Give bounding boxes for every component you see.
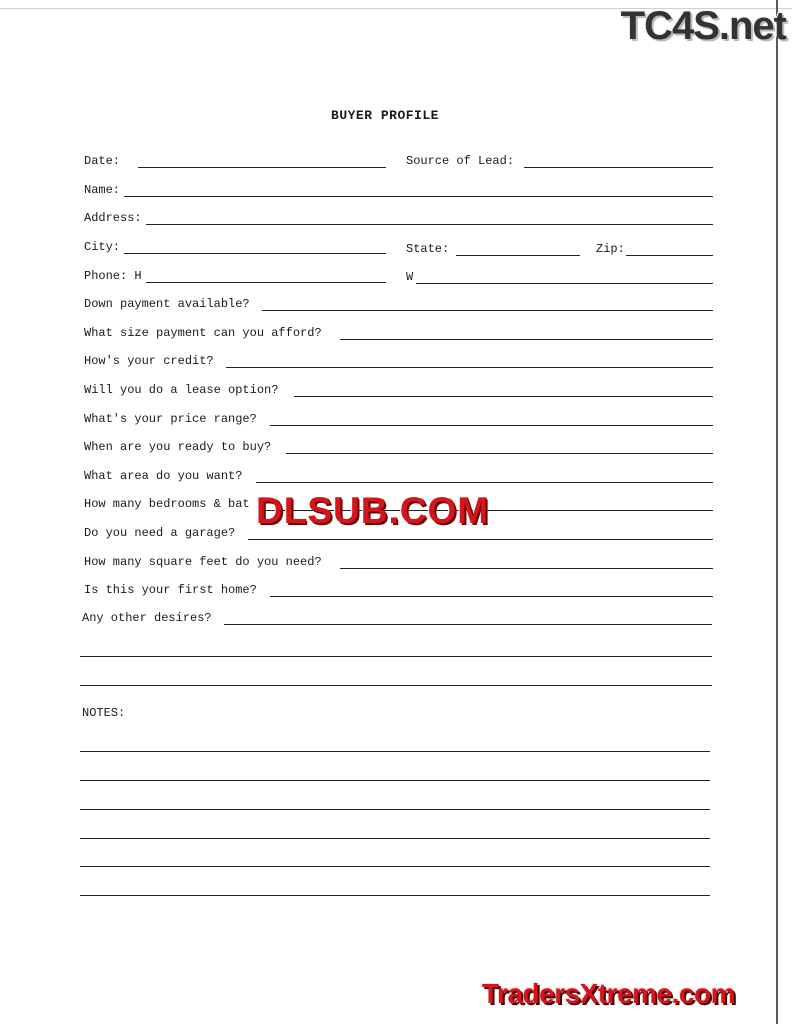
phone-home-field[interactable]: [146, 282, 386, 283]
question-label: How many bedrooms & bat: [84, 497, 250, 511]
name-field[interactable]: [124, 196, 713, 197]
address-row: [0, 211, 792, 229]
question-row: [0, 326, 792, 344]
city-label: City:: [84, 240, 121, 254]
desires-blank-line[interactable]: [80, 685, 712, 686]
question-label: Down payment available?: [84, 297, 250, 311]
question-row: [0, 354, 792, 372]
question-label: When are you ready to buy?: [84, 440, 272, 454]
notes-line[interactable]: [80, 895, 710, 896]
tc4s-watermark: TC4S.net: [620, 4, 786, 48]
desires-blank-line[interactable]: [80, 656, 712, 657]
zip-label: Zip:: [596, 242, 625, 256]
notes-line[interactable]: [80, 751, 710, 752]
answer-field[interactable]: [226, 367, 713, 368]
zip-field[interactable]: [626, 255, 713, 256]
question-row: [0, 611, 792, 629]
address-label: Address:: [84, 211, 142, 225]
source-of-lead-field[interactable]: [524, 167, 713, 168]
answer-field[interactable]: [340, 339, 713, 340]
answer-field[interactable]: [256, 482, 713, 483]
question-label: What size payment can you afford?: [84, 326, 322, 340]
source-of-lead-label: Source of Lead:: [406, 154, 515, 168]
answer-field[interactable]: [340, 568, 713, 569]
question-row: [0, 383, 792, 401]
question-row: [0, 469, 792, 487]
state-label: State:: [406, 242, 450, 256]
dlsub-watermark: DLSUB.COM: [256, 490, 490, 531]
state-field[interactable]: [456, 255, 580, 256]
date-field[interactable]: [138, 167, 386, 168]
tradersxtreme-watermark: TradersXtreme.com: [482, 978, 735, 1009]
question-label: Is this your first home?: [84, 583, 257, 597]
question-label: What area do you want?: [84, 469, 243, 483]
notes-line[interactable]: [80, 866, 710, 867]
answer-field[interactable]: [286, 453, 713, 454]
question-row: [0, 583, 792, 601]
form-title: BUYER PROFILE: [331, 108, 439, 123]
question-row: [0, 555, 792, 573]
answer-field[interactable]: [262, 310, 713, 311]
city-row: [0, 240, 792, 258]
date-label: Date:: [84, 154, 121, 168]
question-label: How many square feet do you need?: [84, 555, 322, 569]
name-row: [0, 183, 792, 201]
answer-field[interactable]: [294, 396, 713, 397]
notes-line[interactable]: [80, 809, 710, 810]
city-field[interactable]: [124, 253, 386, 254]
question-label: Will you do a lease option?: [84, 383, 279, 397]
question-row: [0, 412, 792, 430]
answer-field[interactable]: [270, 425, 713, 426]
phone-row: [0, 269, 792, 287]
phone-work-label: W: [406, 270, 414, 284]
name-label: Name:: [84, 183, 121, 197]
notes-label: NOTES:: [82, 706, 126, 720]
address-field[interactable]: [146, 224, 713, 225]
phone-work-field[interactable]: [416, 283, 713, 284]
phone-home-label: Phone: H: [84, 269, 142, 283]
answer-field[interactable]: [248, 539, 713, 540]
answer-field[interactable]: [270, 596, 713, 597]
question-label: How's your credit?: [84, 354, 214, 368]
question-label: What's your price range?: [84, 412, 257, 426]
question-label: Do you need a garage?: [84, 526, 236, 540]
question-label: Any other desires?: [82, 611, 212, 625]
notes-row: [0, 706, 792, 724]
question-row: [0, 440, 792, 458]
notes-line[interactable]: [80, 838, 710, 839]
notes-line[interactable]: [80, 780, 710, 781]
answer-field[interactable]: [224, 624, 712, 625]
question-row: [0, 297, 792, 315]
date-row: [0, 154, 792, 172]
